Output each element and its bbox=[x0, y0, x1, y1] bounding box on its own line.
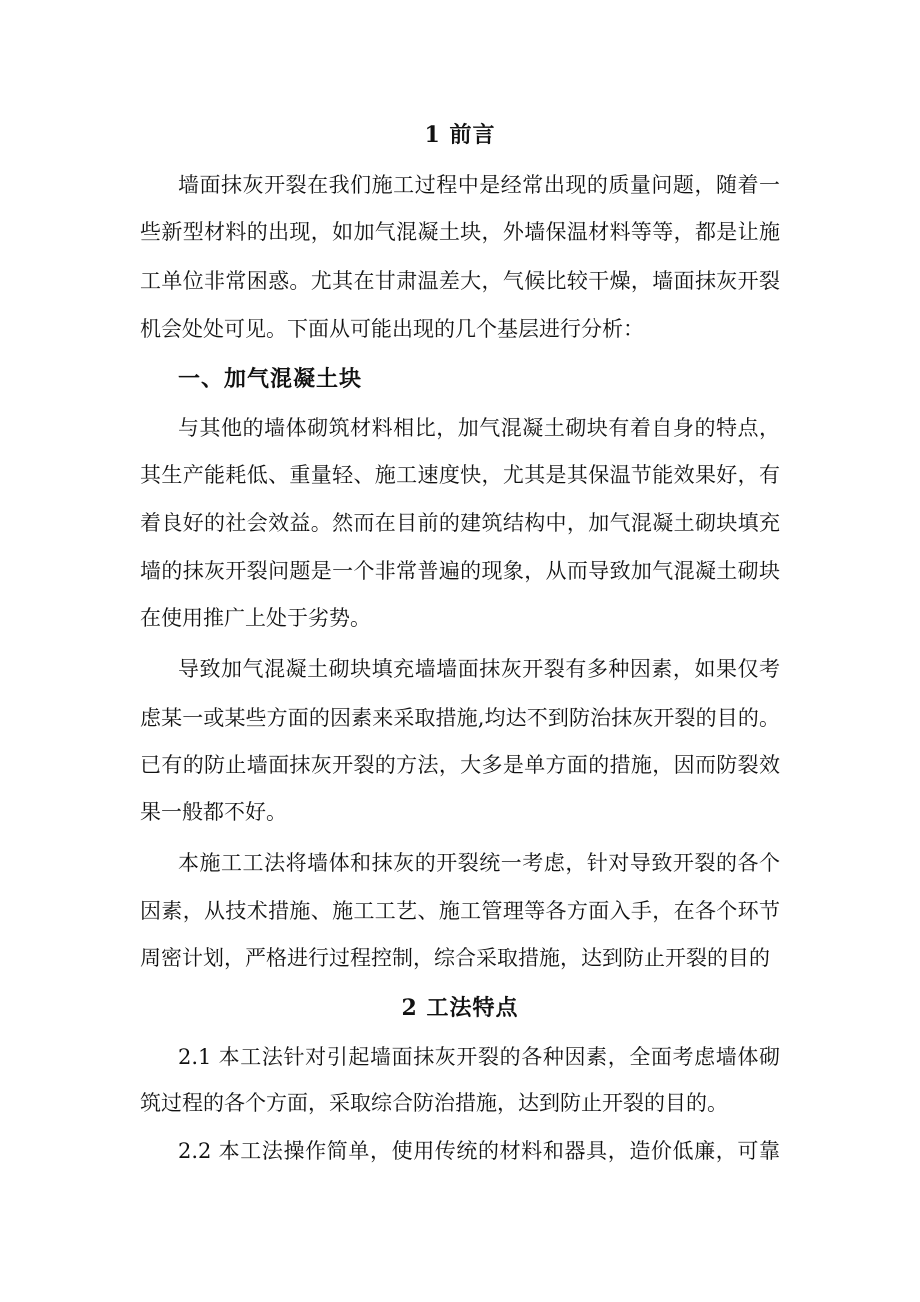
text-line: 已有的防止墙面抹灰开裂的方法，大多是单方面的措施，因而防裂效 bbox=[140, 753, 780, 777]
section-heading-preface: 1 前言 bbox=[424, 122, 496, 148]
text-line: 筑过程的各个方面，采取综合防治措施，达到防止开裂的目的。 bbox=[140, 1091, 728, 1115]
text-line: 与其他的墙体砌筑材料相比，加气混凝土砌块有着自身的特点， bbox=[178, 416, 780, 440]
text-line: 果一般都不好。 bbox=[140, 800, 287, 824]
text-line: 些新型材料的出现，如加气混凝土块，外墙保温材料等等，都是让施 bbox=[140, 220, 780, 244]
text-line: 因素，从技术措施、施工工艺、施工管理等各方面入手，在各个环节 bbox=[140, 899, 780, 923]
text-line: 2.1 本工法针对引起墙面抹灰开裂的各种因素，全面考虑墙体砌 bbox=[178, 1045, 780, 1069]
text-line: 着良好的社会效益。然而在目前的建筑结构中，加气混凝土砌块填充 bbox=[140, 511, 780, 535]
text-line: 工单位非常困惑。尤其在甘肃温差大，气候比较干燥，墙面抹灰开裂 bbox=[140, 269, 780, 293]
text-line: 周密计划，严格进行过程控制，综合采取措施，达到防止开裂的目的 bbox=[140, 946, 770, 970]
text-line: 本施工工法将墙体和抹灰的开裂统一考虑，针对导致开裂的各个 bbox=[178, 851, 780, 875]
text-line: 导致加气混凝土砌块填充墙墙面抹灰开裂有多种因素，如果仅考 bbox=[178, 657, 780, 681]
text-line: 墙的抹灰开裂问题是一个非常普遍的现象，从而导致加气混凝土砌块 bbox=[140, 559, 780, 583]
text-line: 虑某一或某些方面的因素来采取措施,均达不到防治抹灰开裂的目的。 bbox=[140, 706, 780, 730]
text-line: 在使用推广上处于劣势。 bbox=[140, 606, 371, 630]
section-heading-aerated-block: 一、加气混凝土块 bbox=[178, 366, 363, 392]
text-line: 墙面抹灰开裂在我们施工过程中是经常出现的质量问题，随着一 bbox=[178, 173, 780, 197]
text-line: 其生产能耗低、重量轻、施工速度快，尤其是其保温节能效果好，有 bbox=[140, 463, 780, 487]
text-line: 机会处处可见。下面从可能出现的几个基层进行分析： bbox=[140, 317, 644, 341]
section-heading-features: 2 工法特点 bbox=[401, 995, 519, 1021]
text-line: 2.2 本工法操作简单，使用传统的材料和器具，造价低廉，可靠 bbox=[178, 1139, 780, 1163]
